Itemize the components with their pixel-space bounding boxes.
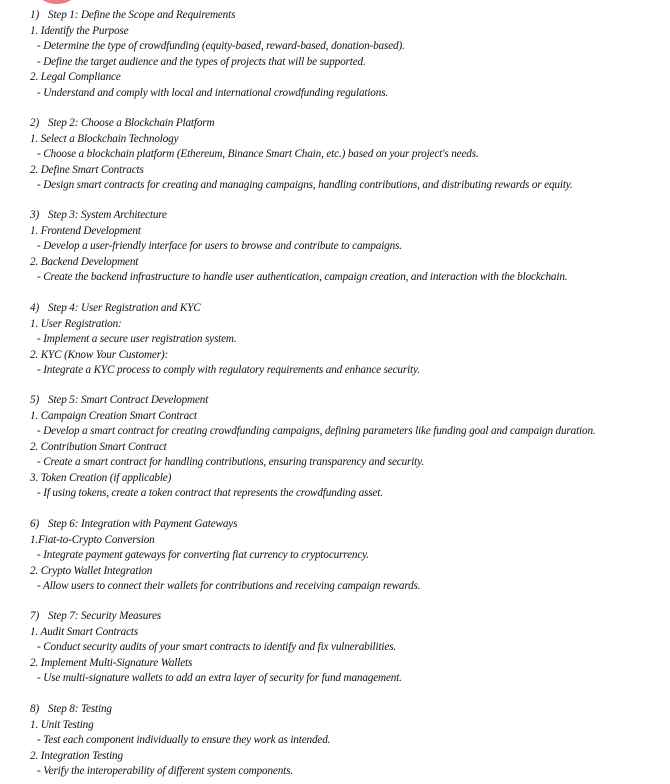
list-item-detail: - Verify the interoperability of different system components.: [37, 765, 293, 777]
step-3-section: [0, 208, 670, 286]
step-number: 1): [30, 9, 40, 21]
list-item-detail: - Choose a blockchain platform (Ethereum, Binance Smart Chain, etc.) based on your project's needs.: [37, 148, 479, 160]
step-title: Step 3: System Architecture: [48, 209, 167, 221]
step-heading: [0, 393, 670, 409]
list-item: 2. KYC (Know Your Customer):: [30, 348, 169, 361]
list-item: 1. Unit Testing: [30, 718, 94, 731]
step-6-section: [0, 517, 670, 595]
list-item: 2. Legal Compliance: [30, 71, 121, 83]
step-heading: [0, 517, 670, 533]
step-1-section: [0, 8, 670, 101]
step-number: 3): [30, 209, 40, 221]
step-7-section: [0, 609, 670, 687]
step-number: 5): [30, 394, 40, 406]
step-title: Step 5: Smart Contract Development: [48, 394, 209, 406]
list-item: 3. Token Creation (if applicable): [30, 471, 172, 484]
step-4-section: [0, 301, 670, 379]
step-title: Step 1: Define the Scope and Requirements: [48, 9, 236, 21]
list-item-detail: - Conduct security audits of your smart contracts to identify and fix vulnerabilities.: [37, 641, 397, 653]
list-item: 1. Identify the Purpose: [30, 24, 129, 37]
list-item: 1. Select a Blockchain Technology: [30, 132, 179, 145]
list-item-detail: - Develop a smart contract for creating crowdfunding campaigns, defining parameters like funding goal and campaign duration.: [37, 425, 596, 437]
list-item-detail: - Determine the type of crowdfunding (equity-based, reward-based, donation-based).: [37, 40, 405, 52]
list-item-detail: - Test each component individually to ensure they work as intended.: [37, 734, 331, 746]
list-item-detail: - Define the target audience and the types of projects that will be supported.: [37, 55, 366, 68]
step-number: 8): [30, 703, 40, 715]
step-number: 7): [30, 610, 40, 622]
step-title: Step 6: Integration with Payment Gateways: [48, 518, 238, 530]
list-item: 1. Frontend Development: [30, 224, 141, 237]
list-item: 2. Define Smart Contracts: [30, 163, 144, 176]
list-item-detail: - Understand and comply with local and international crowdfunding regulations.: [37, 86, 389, 99]
list-item-detail: - Integrate payment gateways for converting fiat currency to cryptocurrency.: [37, 549, 370, 561]
step-8-section: [0, 702, 670, 780]
list-item: 2. Backend Development: [30, 255, 139, 268]
list-item-detail: - Allow users to connect their wallets for contributions and receiving campaign rewards.: [37, 580, 421, 592]
list-item: 1. User Registration:: [30, 317, 122, 330]
list-item: 1. Campaign Creation Smart Contract: [30, 409, 197, 422]
step-number: 2): [30, 117, 40, 129]
list-item: 1.Fiat-to-Crypto Conversion: [30, 533, 155, 546]
list-item: 2. Contribution Smart Contract: [30, 440, 167, 453]
step-heading: [0, 116, 670, 132]
list-item: 2. Crypto Wallet Integration: [30, 564, 153, 577]
list-item: 1. Audit Smart Contracts: [30, 625, 139, 638]
step-title: Step 4: User Registration and KYC: [48, 302, 201, 314]
list-item: 2. Implement Multi-Signature Wallets: [30, 656, 193, 669]
step-title: Step 7: Security Measures: [48, 610, 161, 622]
step-2-section: [0, 116, 670, 194]
list-item-detail: - Implement a secure user registration system.: [37, 333, 237, 345]
list-item-detail: - Create the backend infrastructure to handle user authentication, campaign creation, and interaction with the blockchain.: [37, 271, 568, 283]
list-item-detail: - Use multi-signature wallets to add an extra layer of security for fund management.: [37, 672, 402, 684]
step-heading: [0, 301, 670, 317]
list-item-detail: - Create a smart contract for handling contributions, ensuring transparency and security.: [37, 456, 424, 468]
list-item-detail: - Integrate a KYC process to comply with regulatory requirements and enhance security.: [37, 364, 420, 376]
step-number: 6): [30, 518, 40, 530]
list-item-detail: - Develop a user-friendly interface for users to browse and contribute to campaigns.: [37, 240, 402, 252]
step-title: Step 2: Choose a Blockchain Platform: [48, 117, 215, 129]
step-title: Step 8: Testing: [48, 703, 112, 715]
step-heading: [0, 8, 670, 24]
list-item: 2. Integration Testing: [30, 749, 123, 762]
list-item-detail: - If using tokens, create a token contract that represents the crowdfunding asset.: [37, 487, 383, 499]
step-number: 4): [30, 302, 40, 314]
step-5-section: [0, 393, 670, 502]
list-item-detail: - Design smart contracts for creating and managing campaigns, handling contributions, and distributing rewards or equity.: [37, 179, 573, 191]
step-heading: [0, 208, 670, 224]
corner-mark: [40, 0, 74, 4]
step-heading: [0, 609, 670, 625]
step-heading: [0, 702, 670, 718]
